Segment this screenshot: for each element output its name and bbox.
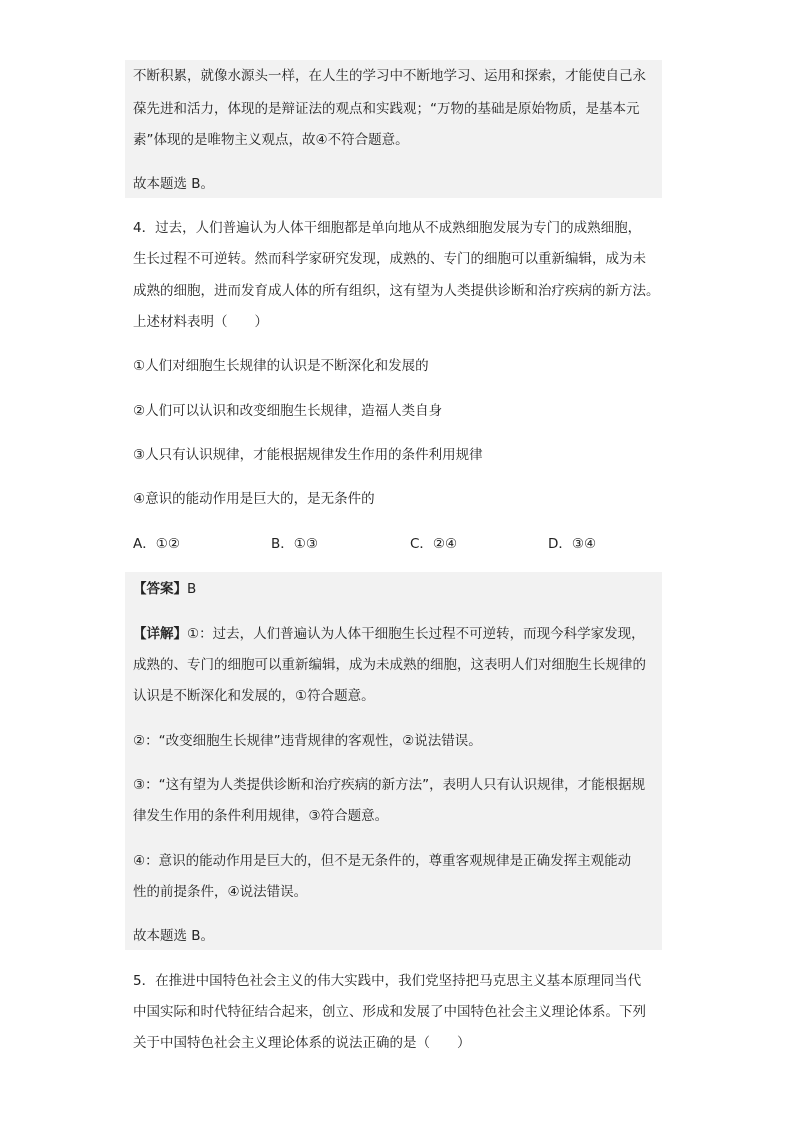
q4-statement: ④意识的能动作用是巨大的，是无条件的 xyxy=(133,491,375,507)
q4-conclusion: 故本题选 B。 xyxy=(133,928,215,944)
q5-stem-line: 关于中国特色社会主义理论体系的说法正确的是（ ） xyxy=(133,1035,471,1051)
q4-option-d: D．③④ xyxy=(548,536,597,552)
q4-statement: ①人们对细胞生长规律的认识是不断深化和发展的 xyxy=(133,358,429,374)
q4-option-b: B．①③ xyxy=(271,536,318,552)
q4-detail-line xyxy=(133,625,645,643)
q5-stem-line: 中国实际和时代特征结合起来，创立、形成和发展了中国特色社会主义理论体系。下列 xyxy=(133,1004,646,1020)
q4-option-a: A．①② xyxy=(133,536,180,552)
q4-detail-line: 认识是不断深化和发展的，①符合题意。 xyxy=(133,688,375,704)
q4-answer xyxy=(133,580,196,598)
q4-point2-line: ②：“改变细胞生长规律”违背规律的客观性，②说法错误。 xyxy=(133,733,482,749)
q4-stem-line: 成熟的细胞，进而发育成人体的所有组织，这有望为人类提供诊断和治疗疾病的新方法。 xyxy=(133,283,660,299)
q4-point4-line: ④：意识的能动作用是巨大的，但不是无条件的，尊重客观规律是正确发挥主观能动 xyxy=(133,853,632,869)
q4-option-c: C．②④ xyxy=(410,536,458,552)
q5-stem-line: 5．在推进中国特色社会主义的伟大实践中，我们党坚持把马克思主义基本原理同当代 xyxy=(133,973,642,989)
q4-stem-line: 生长过程不可逆转。然而科学家研究发现，成熟的、专门的细胞可以重新编辑，成为未 xyxy=(133,251,646,267)
q4-detail-line: 成熟的、专门的细胞可以重新编辑，成为未成熟的细胞，这表明人们对细胞生长规律的 xyxy=(133,657,646,673)
prev-explanation-line: 不断积累，就像水源头一样，在人生的学习中不断地学习、运用和探索，才能使自己永 xyxy=(133,68,646,84)
detail-text: ①：过去，人们普遍认为人体干细胞生长过程不可逆转，而现今科学家发现， xyxy=(187,626,645,642)
q4-stem-line: 4．过去，人们普遍认为人体干细胞都是单向地从不成熟细胞发展为专门的成熟细胞， xyxy=(133,220,642,236)
detail-label: 【详解】 xyxy=(133,626,187,642)
q4-point3-line: ③：“这有望为人类提供诊断和治疗疾病的新方法”，表明人只有认识规律，才能根据规 xyxy=(133,777,646,793)
answer-value: B xyxy=(187,581,197,597)
prev-explanation-line: 葆先进和活力，体现的是辩证法的观点和实践观；“万物的基础是原始物质，是基本元 xyxy=(133,101,640,117)
prev-explanation-line: 素”体现的是唯物主义观点，故④不符合题意。 xyxy=(133,132,409,148)
prev-conclusion: 故本题选 B。 xyxy=(133,176,215,192)
answer-label: 【答案】 xyxy=(133,581,187,597)
q4-stem-line: 上述材料表明（ ） xyxy=(133,314,268,330)
q4-statement: ③人只有认识规律，才能根据规律发生作用的条件利用规律 xyxy=(133,447,483,463)
q4-point3-line: 律发生作用的条件利用规律，③符合题意。 xyxy=(133,808,389,824)
q4-statement: ②人们可以认识和改变细胞生长规律，造福人类自身 xyxy=(133,403,443,419)
q4-point4-line: 性的前提条件，④说法错误。 xyxy=(133,884,308,900)
